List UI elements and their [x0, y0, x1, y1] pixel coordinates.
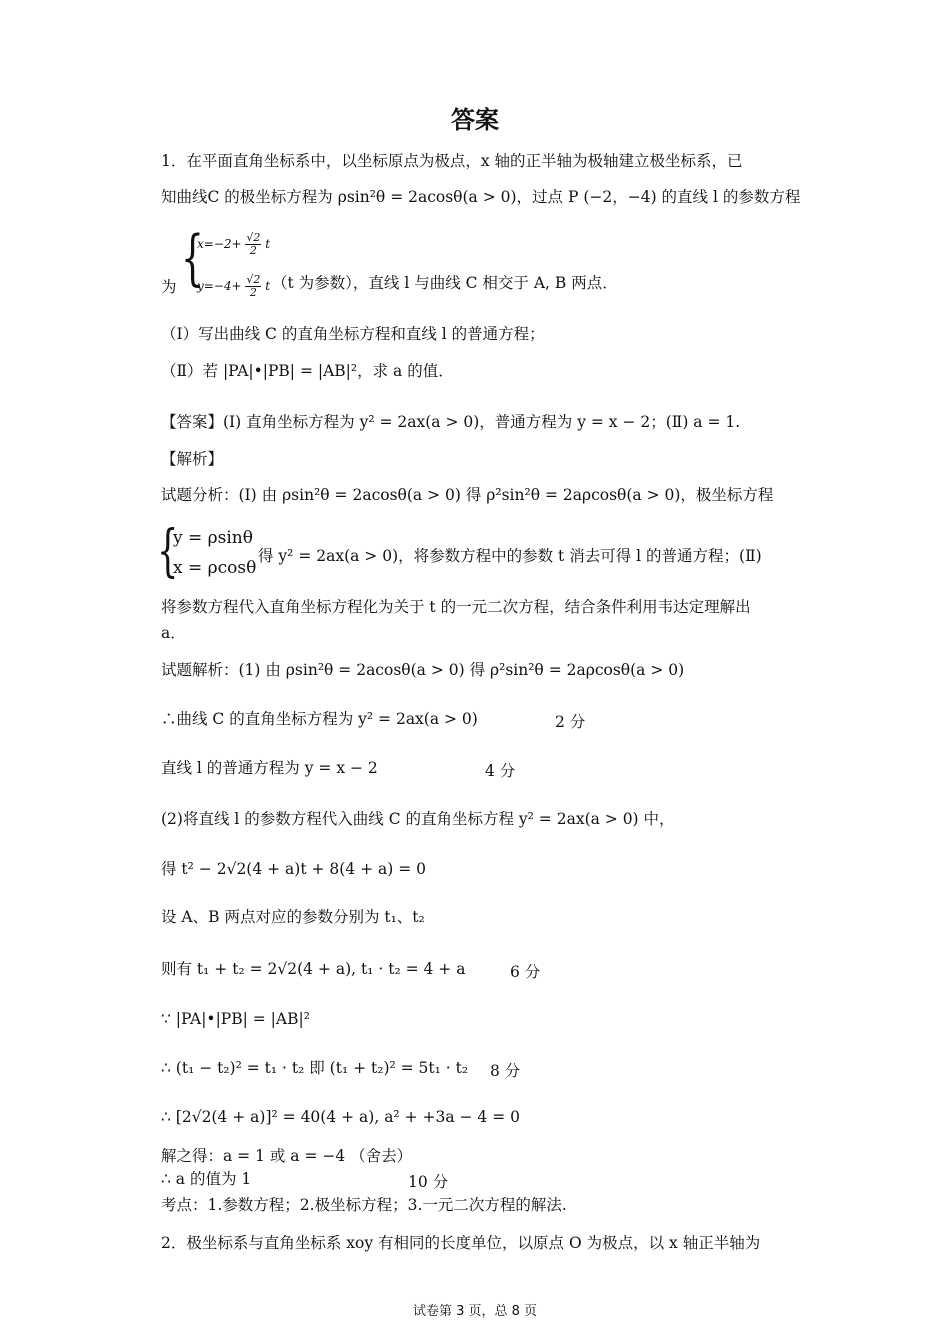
sys-x-text: x=−2+: [197, 237, 242, 251]
solution-line-7: 则有 t₁ + t₂ = 2√2(4 + a), t₁ · t₂ = 4 + a: [161, 960, 466, 978]
analysis-line-4: a．: [161, 624, 186, 642]
q1-line-2: 知曲线C 的极坐标方程为 ρsin²θ = 2acosθ(a > 0)，过点 P (−2，−4) 的直线 l 的参数方程: [161, 188, 801, 206]
solution-line-12: ∴ a 的值为 1: [161, 1170, 252, 1188]
wei-text: 为: [161, 278, 177, 296]
solution-line-3: 直线 l 的普通方程为 y = x − 2: [161, 759, 378, 777]
sys-y-row: [197, 274, 270, 299]
parametric-system: [161, 223, 281, 312]
frac-den: 2: [249, 244, 257, 257]
fraction: [245, 232, 261, 257]
brace-symbol: {: [157, 519, 179, 584]
polar-system: [157, 519, 261, 584]
kaodian-line: 考点：1.参数方程；2.极坐标方程；3.一元二次方程的解法.: [161, 1196, 567, 1214]
solution-line-11: 解之得：a = 1 或 a = −4 （舍去）: [161, 1147, 413, 1165]
q1-part-1: （Ⅰ）写出曲线 C 的直角坐标方程和直线 l 的普通方程；: [161, 325, 545, 343]
param-t: t: [265, 237, 271, 251]
frac-num: √2: [246, 231, 261, 244]
analysis-line-1: 试题分析：(Ⅰ) 由 ρsin²θ = 2acosθ(a > 0) 得 ρ²sin²θ = 2aρcosθ(a > 0)，极坐标方程: [161, 486, 774, 504]
score-8: 8 分: [490, 1062, 521, 1080]
score-10: 10 分: [408, 1173, 449, 1191]
page-title: 答案: [451, 106, 499, 134]
solution-line-10: ∴ [2√2(4 + a)]² = 40(4 + a), a² + +3a − 4 = 0: [161, 1108, 520, 1126]
q1-line-3: （t 为参数），直线 l 与曲线 C 相交于 A, B 两点．: [272, 274, 618, 292]
solution-line-6: 设 A、B 两点对应的参数分别为 t₁、t₂: [161, 908, 425, 926]
analysis-heading: 【解析】: [161, 450, 224, 468]
q2-line-1: 2．极坐标系与直角坐标系 xoy 有相同的长度单位，以原点 O 为极点，以 x 轴正半轴为: [161, 1234, 761, 1252]
brace-symbol: {: [181, 223, 204, 293]
analysis-line-2: 得 y² = 2ax(a > 0)，将参数方程中的参数 t 消去可得 l 的普通方程；(Ⅱ): [258, 547, 762, 565]
polar-x: x = ρcosθ: [173, 558, 257, 578]
q1-line-1: 1．在平面直角坐标系中，以坐标原点为极点，x 轴的正半轴为极轴建立极坐标系，已: [161, 152, 743, 170]
solution-line-1: 试题解析：(1) 由 ρsin²θ = 2acosθ(a > 0) 得 ρ²sin²θ = 2aρcosθ(a > 0): [161, 661, 685, 679]
answer-line: 【答案】(Ⅰ) 直角坐标方程为 y² = 2ax(a > 0)，普通方程为 y = x − 2；(Ⅱ) a = 1.: [161, 413, 741, 431]
score-2: 2 分: [555, 713, 586, 731]
param-t: t: [265, 279, 271, 293]
solution-line-2: ∴曲线 C 的直角坐标方程为 y² = 2ax(a > 0): [161, 710, 478, 728]
q1-part-2: （Ⅱ）若 |PA|•|PB| = |AB|²，求 a 的值．: [161, 362, 454, 380]
frac-num: √2: [246, 273, 261, 286]
polar-y: y = ρsinθ: [173, 528, 253, 548]
page-footer: 试卷第 3 页，总 8 页: [412, 1304, 538, 1319]
sys-x-row: [197, 232, 270, 257]
solution-line-8: ∵ |PA|•|PB| = |AB|²: [161, 1010, 310, 1028]
score-4: 4 分: [485, 762, 516, 780]
score-6: 6 分: [510, 963, 541, 981]
fraction: [245, 274, 261, 299]
frac-den: 2: [249, 286, 257, 299]
solution-line-9: ∴ (t₁ − t₂)² = t₁ · t₂ 即 (t₁ + t₂)² = 5t₁ · t₂: [161, 1059, 469, 1077]
solution-line-4: (2)将直线 l 的参数方程代入曲线 C 的直角坐标方程 y² = 2ax(a > 0) 中，: [161, 810, 675, 828]
sys-y-text: y=−4+: [197, 279, 242, 293]
solution-line-5: 得 t² − 2√2(4 + a)t + 8(4 + a) = 0: [161, 860, 427, 878]
analysis-line-3: 将参数方程代入直角坐标方程化为关于 t 的一元二次方程，结合条件利用韦达定理解出: [161, 598, 751, 616]
